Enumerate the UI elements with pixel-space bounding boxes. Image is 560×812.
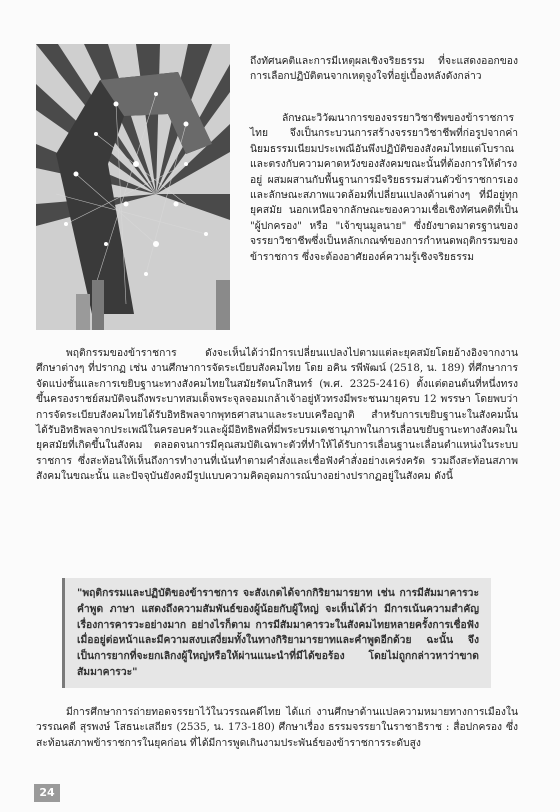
paragraph-behavior: พฤติกรรมของข้าราชการ ดังจะเห็นได้ว่ามีการเปลี่ยนแปลงไปตามแต่ละยุคสมัยโดยอ้างอิงจากงานศึกษาต่างๆ ที่ปรากฏ เช่น งานศึกษาการจัดระเบียบสังคมไทย โดย อคิน รพีพัฒน์ (2518, น. 189) ที่ศึกษาการจัดแบ่งชั้นและการเขยิบฐานะทางสังคมไทยในสมัยรัตนโกสินทร์ (พ.ศ. 2325-2416) ตั้งแต่ตอนต้นที่หนึ่งทรงขึ้นครองราชย์สมบัติจนถึงพระบาทสมเด็จพระจุลจอมเกล้าเจ้าอยู่หัวทรงมีพระชนมายุครบ 12 พรรษา โดยพบว่า การจัดระเบียบสังคมไทยได้รับอิทธิพลจากพุทธศาสนาและระบบเครือญาติ สำหรับการเขยิบฐานะในสังคมนั้น ได้รับอิทธิพลจากประเพณีในครอบครัวและผู้มีอิทธิพลที่มีพระบรมเดชานุภาพในการเลื่อนขยับฐานะทางสังคมในยุคสมัยที่เกิดขึ้นในสังคม ตลอดจนการมีคุณสมบัติเฉพาะตัวที่ทำให้ได้รับการเลื่อนฐานะเลื่อนตำแหน่งในระบบราชการ ซึ่งสะท้อนให้เห็นถึงการทำงานที่เน้นทำตามคำสั่งและเชื่อฟังคำสั่งอย่างเคร่งครัด รวมถึงสะท้อนสภาพสังคมในขณะนั้น และปัจจุบันยังคงมีรูปแบบความคิดอุดมการณ์บางอย่างปรากฏอยู่ในสังคม ดังนี้: [36, 347, 518, 483]
building-3: [216, 280, 230, 330]
paragraph-literature: มีการศึกษาการถ่ายทอดจรรยาไว้ในวรรณคดีไทย ได้แก่ งานศึกษาด้านแปลความหมายทางการเมืองในวรรณคดี สุรพงษ์ โสธนะเสถียร (2535, น. 173-180) ศึกษาเรื่อง ธรรมจรรยาในราชาธิราช : สื่อปกครอง ซึ่งสะท้อนสภาพข้าราชการในยุคก่อน ที่ได้มีการพูดเกินงามประพันธ์ของข้าราชการระดับสูง: [36, 706, 518, 749]
quote-box: [62, 578, 491, 688]
building-1: [76, 294, 90, 330]
quote-text: "พฤติกรรมและปฏิบัติของข้าราชการ จะสังเกตได้จากกิริยามารยาท เช่น การมีสัมมาคารวะ คำพูด ภาษา แสดงถึงความสัมพันธ์ของผู้น้อยกับผู้ใหญ่ จะเห็นได้ว่า มีการเน้นความสำคัญเรื่องการคารวะอย่างมาก อย่างไรก็ตาม การมีสัมมาคารวะในสังคมไทยหลายครั้งการเชื่อฟังเมื่ออยู่ต่อหน้าและมีความสงบเสงี่ยมทั้งในทางกิริยามารยาทและคำพูดอีกด้วย ฉะนั้น จึงเป็นการยากที่จะยกเลิกงผู้ใหญ่หรือให้ผ่านแนะนำที่มีได้ขอร้อง โดยไม่ถูกกล่าวหาว่าขาดสัมมาคารวะ": [77, 587, 479, 678]
building-2: [92, 280, 104, 330]
cover-illustration: [36, 44, 230, 330]
paragraph-evolution: ลักษณะวิวัฒนาการของจรรยาวิชาชีพของข้าราชการไทย จึงเป็นกระบวนการสร้างจรรยาวิชาชีพที่ก่อรูปจากค่านิยมธรรมเนียมประเพณีอันพึงปฏิบัติของสังคมไทยแต่โบราณและตรงกับความคาดหวังของสังคมขณะนั้นที่ต้องการให้ดำรงอยู่ ผสมผสานกับพื้นฐานการมีจริยธรรมส่วนตัวข้าราชการเองและลักษณะสภาพแวดล้อมที่เปลี่ยนแปลงด้านต่างๆ ที่มีอยู่ทุกยุคสมัย นอกเหนือจากลักษณะของความเชื่อเชิงทัศนคติที่เป็น "ผู้ปกครอง" หรือ "เจ้าขุนมูลนาย" ซึ่งยังขาดมาตรฐานของจรรยาวิชาชีพซึ่งเป็นหลักเกณฑ์ของการกำหนดพฤติกรรมของข้าราชการ ซึ่งจะต้องอาศัยองค์ความรู้เชิงจริยธรรม: [250, 112, 518, 263]
page-number: 24: [34, 784, 60, 802]
paragraph-continuation: ถึงทัศนคติและการมีเหตุผลเชิงจริยธรรม ที่จะแสดงออกของการเลือกปฏิบัติตนจากเหตุจูงใจที่อยู่เบื้องหลังดังกล่าว: [250, 55, 518, 83]
